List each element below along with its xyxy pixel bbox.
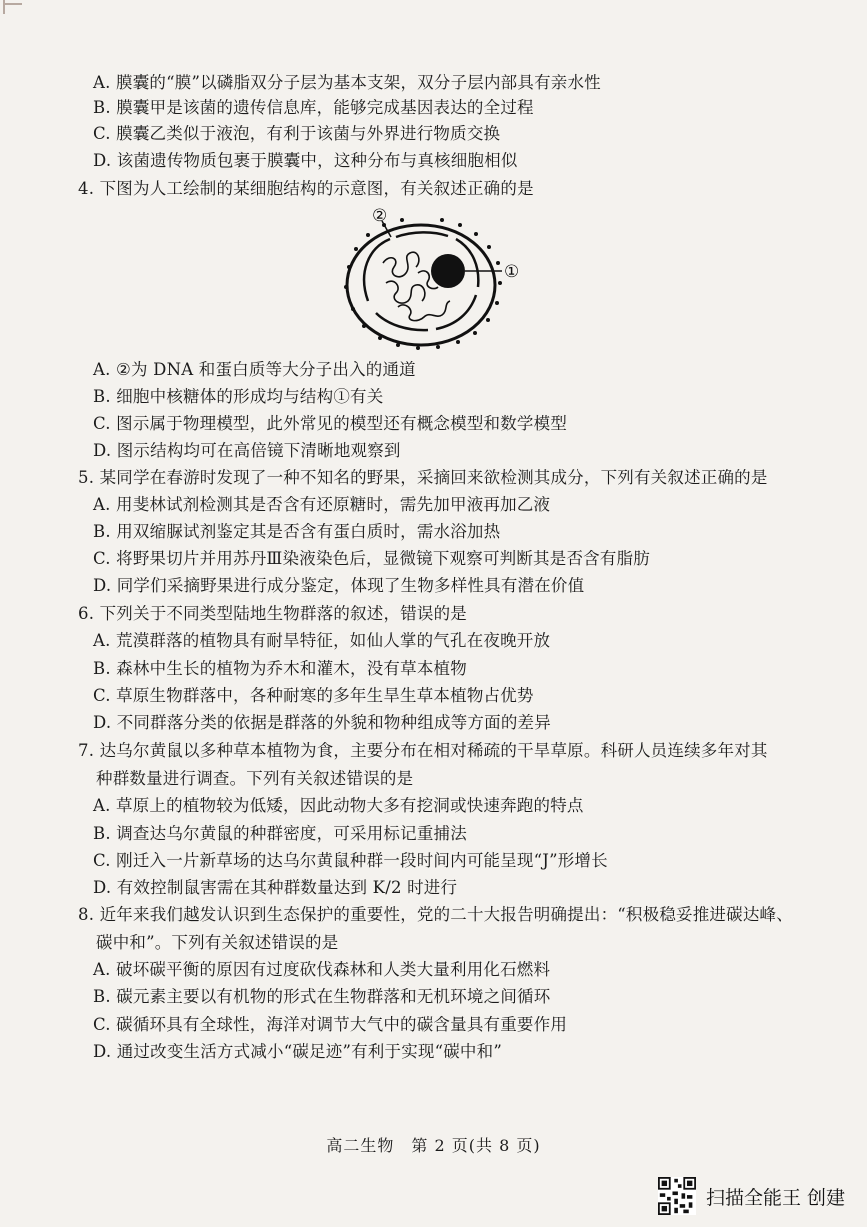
answer-option: A. 膜囊的“膜”以磷脂双分子层为基本支架，双分子层内部具有亲水性	[93, 73, 601, 92]
answer-option: C. 刚迁入一片新草场的达乌尔黄鼠种群一段时间内可能呈现“J”形增长	[93, 851, 608, 870]
answer-option: B. 膜囊甲是该菌的遗传信息库，能够完成基因表达的全过程	[93, 98, 534, 117]
question-stem: 5. 某同学在春游时发现了一种不知名的野果，采摘回来欲检测其成分，下列有关叙述正确的是	[78, 468, 768, 487]
answer-option: A. 草原上的植物较为低矮，因此动物大多有挖洞或快速奔跑的特点	[93, 796, 584, 815]
answer-option: A. 荒漠群落的植物具有耐旱特征，如仙人掌的气孔在夜晚开放	[93, 631, 551, 650]
qr-code-icon	[658, 1177, 696, 1215]
nucleolus	[431, 254, 465, 288]
answer-option: C. 将野果切片并用苏丹Ⅲ染液染色后，显微镜下观察可判断其是否含有脂肪	[93, 549, 650, 568]
label-2: ②	[372, 206, 388, 226]
scanner-watermark	[658, 1176, 845, 1216]
answer-option: A. 用斐林试剂检测其是否含有还原糖时，需先加甲液再加乙液	[93, 495, 551, 514]
cell-structure-diagram	[338, 203, 520, 351]
answer-option: B. 用双缩脲试剂鉴定其是否含有蛋白质时，需水浴加热	[93, 522, 501, 541]
answer-option: B. 调查达乌尔黄鼠的种群密度，可采用标记重捕法	[93, 824, 467, 843]
answer-option: C. 草原生物群落中，各种耐寒的多年生旱生草本植物占优势	[93, 686, 534, 705]
answer-option: A. ②为 DNA 和蛋白质等大分子出入的通道	[93, 360, 416, 379]
question-stem: 7. 达乌尔黄鼠以多种草本植物为食，主要分布在相对稀疏的干旱草原。科研人员连续多年对其	[78, 741, 768, 760]
answer-option: D. 通过改变生活方式减小“碳足迹”有利于实现“碳中和”	[93, 1042, 502, 1061]
page-footer: 高二生物 第 2 页(共 8 页)	[326, 1136, 541, 1155]
question-stem: 6. 下列关于不同类型陆地生物群落的叙述，错误的是	[78, 604, 467, 623]
answer-option: B. 碳元素主要以有机物的形式在生物群落和无机环境之间循环	[93, 987, 551, 1006]
answer-option: D. 图示结构均可在高倍镜下清晰地观察到	[93, 441, 401, 460]
answer-option: C. 碳循环具有全球性，海洋对调节大气中的碳含量具有重要作用	[93, 1015, 568, 1034]
scan-corner-mark	[0, 0, 30, 18]
question-stem-continued: 种群数量进行调查。下列有关叙述错误的是	[96, 769, 414, 788]
answer-option: C. 图示属于物理模型，此外常见的模型还有概念模型和数学模型	[93, 414, 568, 433]
answer-option: A. 破坏碳平衡的原因有过度砍伐森林和人类大量利用化石燃料	[93, 960, 551, 979]
answer-option: D. 不同群落分类的依据是群落的外貌和物种组成等方面的差异	[93, 713, 551, 732]
answer-option: D. 同学们采摘野果进行成分鉴定，体现了生物多样性具有潜在价值	[93, 576, 585, 595]
question-stem-continued: 碳中和”。下列有关叙述错误的是	[96, 933, 339, 952]
watermark-text: 扫描全能王 创建	[705, 1186, 845, 1209]
answer-option: B. 细胞中核糖体的形成均与结构①有关	[93, 387, 384, 406]
question-stem: 4. 下图为人工绘制的某细胞结构的示意图，有关叙述正确的是	[78, 179, 534, 198]
question-stem: 8. 近年来我们越发认识到生态保护的重要性，党的二十大报告明确提出：“积极稳妥推进碳达峰、	[78, 905, 793, 924]
answer-option: D. 该菌遗传物质包裹于膜囊中，这种分布与真核细胞相似	[93, 151, 518, 170]
label-1: ①	[504, 262, 520, 282]
answer-option: B. 森林中生长的植物为乔木和灌木，没有草本植物	[93, 659, 467, 678]
answer-option: C. 膜囊乙类似于液泡，有利于该菌与外界进行物质交换	[93, 124, 501, 143]
answer-option: D. 有效控制鼠害需在其种群数量达到 K/2 时进行	[93, 878, 458, 897]
